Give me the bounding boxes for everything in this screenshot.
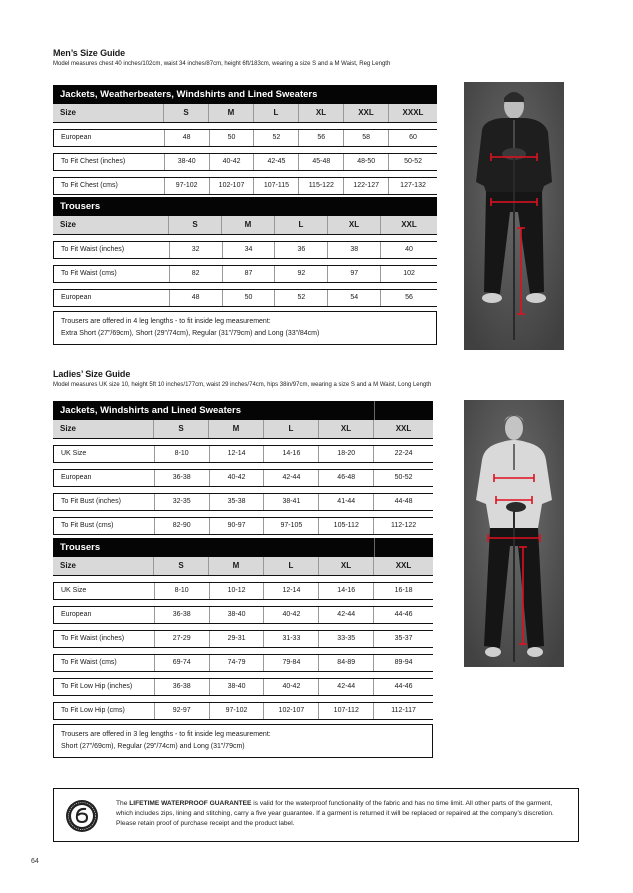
row-value: 84-89: [318, 655, 373, 671]
row-value: 92-97: [154, 703, 209, 719]
row-value: 27-29: [154, 631, 209, 647]
table-header-row: [53, 420, 433, 439]
row-value: 107-115: [253, 178, 298, 194]
header-cell: M: [208, 104, 253, 122]
row-label: To Fit Chest (inches): [61, 158, 126, 165]
row-value: 36-38: [154, 607, 209, 623]
row-value: 79-84: [263, 655, 318, 671]
table-row: [53, 630, 433, 648]
row-value: 60: [388, 130, 437, 146]
row-value: 52: [274, 290, 327, 306]
guarantee-body: is valid for the waterproof functionality of the fabric and has no time limit. All other parts of the garment, which includes zips, lining and stitching, carry a five year guarantee. If a garment is returned it will be replaced or repaired at the company’s discretion. Please retain proof of purchase receipt and the product label.: [116, 800, 554, 827]
row-value: 40-42: [209, 154, 254, 170]
row-value: 87: [222, 266, 275, 282]
header-cell: Size: [60, 220, 77, 229]
row-label: To Fit Bust (cms): [61, 522, 114, 529]
table-row: [53, 445, 433, 463]
header-cell: XXL: [373, 557, 433, 575]
header-cell: Size: [60, 108, 77, 117]
row-value: 32: [169, 242, 222, 258]
row-value: 90-97: [209, 518, 264, 534]
table-row: [53, 469, 433, 487]
row-value: 54: [327, 290, 380, 306]
guarantee-highlight: LIFETIME WATERPROOF GUARANTEE: [129, 800, 252, 807]
row-label: To Fit Waist (inches): [61, 635, 125, 642]
male-model-photo: [464, 82, 564, 350]
row-value: 10-12: [209, 583, 264, 599]
row-value: 42-44: [263, 470, 318, 486]
leg-length-note: [53, 724, 433, 758]
row-value: 31-33: [263, 631, 318, 647]
ladies-model-measurements: Model measures UK size 10, height 5ft 10 inches/177cm, waist 29 inches/74cm, hips 38in/97cm, wearing a size S and a M Waist, Long Length: [53, 382, 432, 388]
row-value: 112-122: [373, 518, 433, 534]
table-title-bar: [53, 401, 433, 420]
mens-trousers-table: [53, 197, 437, 345]
row-label: To Fit Low Hip (cms): [61, 707, 125, 714]
row-label: UK Size: [61, 587, 87, 594]
row-value: 44-48: [373, 494, 433, 510]
header-cell: XXL: [343, 104, 388, 122]
table-row: [53, 582, 433, 600]
row-value: 56: [298, 130, 343, 146]
header-cell: Size: [60, 561, 77, 570]
row-value: 50: [222, 290, 275, 306]
row-value: 12-14: [263, 583, 318, 599]
row-value: 44-46: [373, 679, 433, 695]
row-value: 122-127: [343, 178, 388, 194]
note-line: Trousers are offered in 3 leg lengths - to fit inside leg measurement:: [61, 731, 271, 738]
header-cell: XL: [318, 557, 373, 575]
title-bar-divider: [374, 538, 375, 557]
note-line: Trousers are offered in 4 leg lengths - to fit inside leg measurement:: [61, 318, 271, 325]
row-value: 42-45: [253, 154, 298, 170]
table-row: [53, 493, 433, 511]
header-cell: L: [253, 104, 298, 122]
row-value: 40-42: [263, 607, 318, 623]
row-label: To Fit Chest (cms): [61, 182, 118, 189]
header-cell: M: [208, 557, 263, 575]
table-row: [53, 289, 437, 307]
table-row: [53, 517, 433, 535]
row-value: 127-132: [388, 178, 437, 194]
row-value: 18-20: [318, 446, 373, 462]
row-value: 40-42: [209, 470, 264, 486]
row-value: 14-16: [263, 446, 318, 462]
table-row: [53, 241, 437, 259]
row-value: 42-44: [318, 607, 373, 623]
row-value: 38-40: [209, 679, 264, 695]
table-row: [53, 177, 437, 195]
row-value: 38: [327, 242, 380, 258]
row-value: 36: [274, 242, 327, 258]
row-label: European: [61, 294, 92, 301]
header-cell: XL: [298, 104, 343, 122]
header-cell: S: [163, 104, 208, 122]
female-model-photo: [464, 400, 564, 667]
header-cell: S: [153, 557, 208, 575]
row-value: 102: [380, 266, 437, 282]
header-cell: XL: [318, 420, 373, 438]
row-value: 112-117: [373, 703, 433, 719]
row-value: 36-38: [154, 679, 209, 695]
table-row: [53, 654, 433, 672]
row-value: 105-112: [318, 518, 373, 534]
row-value: 38-41: [263, 494, 318, 510]
row-value: 34: [222, 242, 275, 258]
row-value: 35-38: [209, 494, 264, 510]
header-cell: Size: [60, 424, 77, 433]
header-cell: S: [168, 216, 221, 234]
header-cell: M: [208, 420, 263, 438]
row-value: 115-122: [298, 178, 343, 194]
row-value: 48: [164, 130, 209, 146]
row-value: 97-105: [263, 518, 318, 534]
mens-size-guide-title: Men’s Size Guide: [53, 48, 126, 58]
row-value: 48-50: [343, 154, 388, 170]
ladies-jackets-table: [53, 401, 433, 535]
header-cell: L: [263, 557, 318, 575]
row-label: To Fit Bust (inches): [61, 498, 121, 505]
row-value: 92: [274, 266, 327, 282]
row-value: 8-10: [154, 446, 209, 462]
table-row: [53, 129, 437, 147]
mens-model-measurements: Model measures chest 40 inches/102cm, waist 34 inches/87cm, height 6ft/183cm, wearing a size S and a M Waist, Reg Length: [53, 61, 391, 67]
row-value: 12-14: [209, 446, 264, 462]
table-header-row: [53, 557, 433, 576]
row-value: 33-35: [318, 631, 373, 647]
row-value: 46-48: [318, 470, 373, 486]
ladies-size-guide-title: Ladies’ Size Guide: [53, 369, 131, 379]
header-cell: XXXL: [388, 104, 437, 122]
row-value: 56: [380, 290, 437, 306]
row-value: 32-35: [154, 494, 209, 510]
row-value: 40-42: [263, 679, 318, 695]
row-value: 14-16: [318, 583, 373, 599]
row-value: 69-74: [154, 655, 209, 671]
row-value: 97-102: [209, 703, 264, 719]
table-title: Trousers: [60, 201, 101, 212]
table-row: [53, 153, 437, 171]
row-label: To Fit Low Hip (inches): [61, 683, 133, 690]
row-value: 50: [209, 130, 254, 146]
mens-jackets-table: [53, 85, 437, 195]
row-value: 35-37: [373, 631, 433, 647]
table-title-bar: [53, 85, 437, 104]
table-row: [53, 265, 437, 283]
row-label: To Fit Waist (cms): [61, 659, 117, 666]
row-value: 48: [169, 290, 222, 306]
row-value: 102-107: [263, 703, 318, 719]
row-value: 40: [380, 242, 437, 258]
row-value: 22-24: [373, 446, 433, 462]
page-number: 64: [31, 858, 39, 865]
row-value: 58: [343, 130, 388, 146]
table-row: [53, 606, 433, 624]
note-line: Short (27”/69cm), Regular (29”/74cm) and Long (31”/79cm): [61, 743, 245, 750]
leg-length-note: [53, 311, 437, 345]
row-value: 36-38: [154, 470, 209, 486]
table-title: Jackets, Weatherbeaters, Windshirts and Lined Sweaters: [60, 89, 318, 100]
row-value: 50-52: [373, 470, 433, 486]
guarantee-prefix: The: [116, 800, 130, 807]
row-value: 74-79: [209, 655, 264, 671]
row-value: 41-44: [318, 494, 373, 510]
row-value: 38-40: [164, 154, 209, 170]
row-label: To Fit Waist (cms): [61, 270, 117, 277]
row-value: 89-94: [373, 655, 433, 671]
row-value: 29-31: [209, 631, 264, 647]
row-label: To Fit Waist (inches): [61, 246, 125, 253]
header-cell: S: [153, 420, 208, 438]
row-value: 82: [169, 266, 222, 282]
row-value: 97: [327, 266, 380, 282]
row-value: 107-112: [318, 703, 373, 719]
header-cell: M: [221, 216, 274, 234]
row-value: 52: [253, 130, 298, 146]
table-row: [53, 702, 433, 720]
header-cell: L: [274, 216, 327, 234]
header-cell: XXL: [373, 420, 433, 438]
table-row: [53, 678, 433, 696]
header-cell: XL: [327, 216, 380, 234]
table-title: Trousers: [60, 542, 101, 553]
waterproof-guarantee-box: [53, 788, 579, 842]
row-value: 16-18: [373, 583, 433, 599]
table-header-row: [53, 216, 437, 235]
row-label: UK Size: [61, 450, 87, 457]
row-value: 50-52: [388, 154, 437, 170]
guarantee-text: [116, 799, 568, 829]
row-value: 45-48: [298, 154, 343, 170]
table-title-bar: [53, 538, 433, 557]
row-label: European: [61, 611, 92, 618]
row-value: 38-40: [209, 607, 264, 623]
row-value: 97-102: [164, 178, 209, 194]
row-label: European: [61, 474, 92, 481]
title-bar-divider: [374, 401, 375, 420]
row-value: 8-10: [154, 583, 209, 599]
row-label: European: [61, 134, 92, 141]
note-line: Extra Short (27”/69cm), Short (29”/74cm), Regular (31”/79cm) and Long (33”/84cm): [61, 330, 320, 337]
table-title-bar: [53, 197, 437, 216]
ladies-trousers-table: [53, 538, 433, 758]
header-cell: XXL: [380, 216, 437, 234]
table-title: Jackets, Windshirts and Lined Sweaters: [60, 405, 242, 416]
table-header-row: [53, 104, 437, 123]
row-value: 82-90: [154, 518, 209, 534]
row-value: 42-44: [318, 679, 373, 695]
lifetime-guarantee-badge-icon: [65, 799, 99, 833]
row-value: 44-46: [373, 607, 433, 623]
header-cell: L: [263, 420, 318, 438]
row-value: 102-107: [209, 178, 254, 194]
